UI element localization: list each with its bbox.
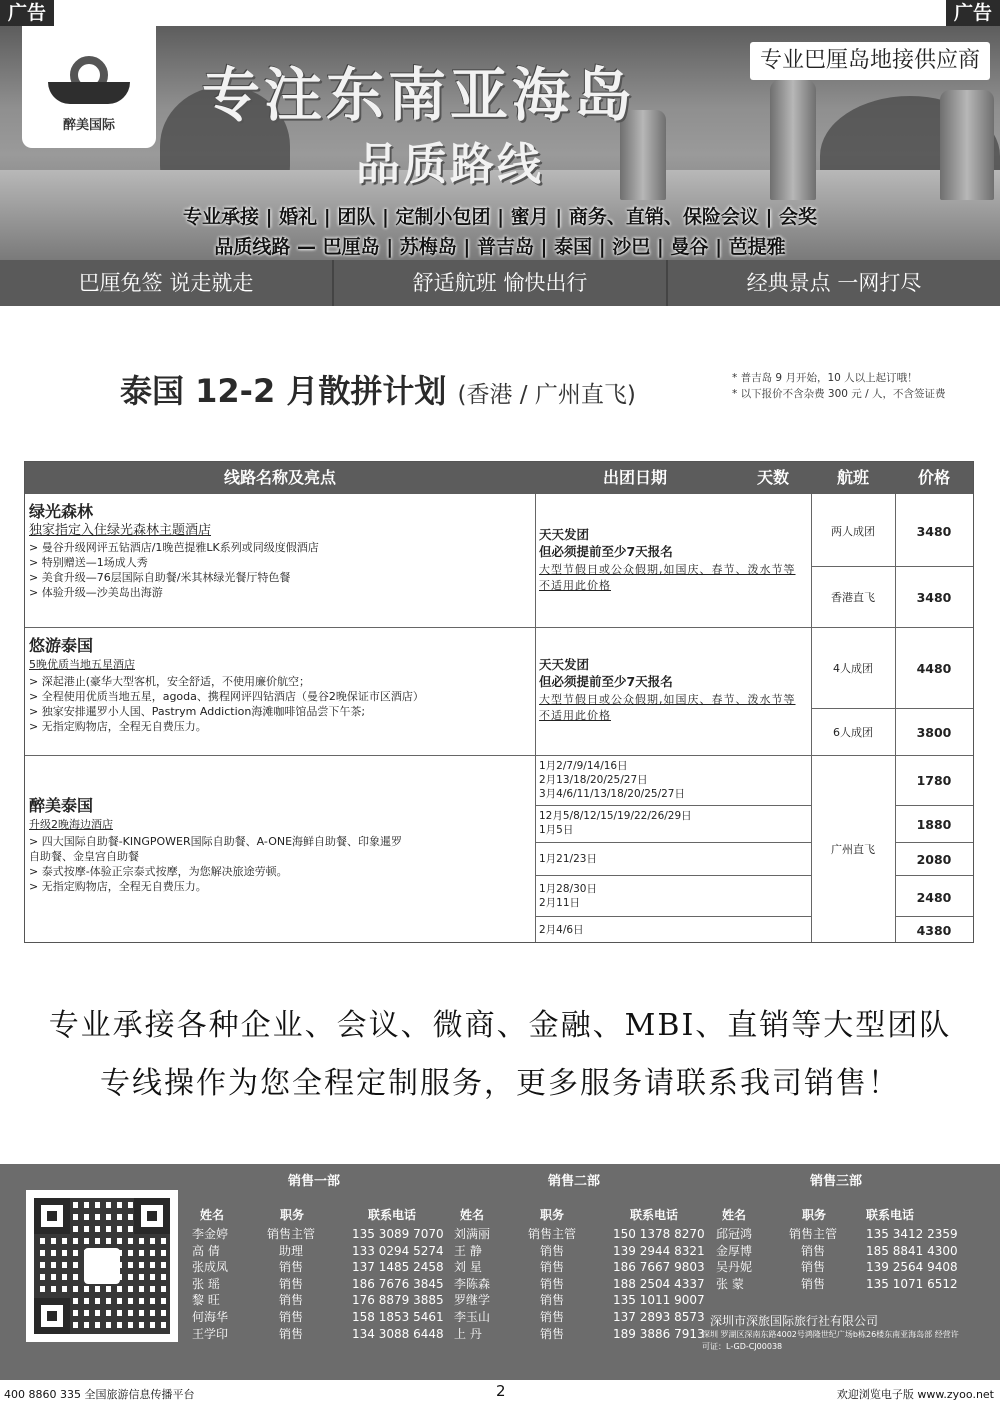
- bottom-bar: [0, 1384, 1000, 1402]
- company-logo: [22, 26, 156, 148]
- staff-name: 王学印: [192, 1326, 229, 1341]
- staff-name: 上 丹: [454, 1326, 482, 1341]
- slogan-item: 巴厘免签 说走就走: [0, 260, 334, 306]
- staff-phone[interactable]: 135 1071 6512: [866, 1276, 958, 1291]
- route-highlight: > 体验升级—沙美岛出海游: [29, 586, 163, 599]
- price: 4480: [916, 661, 952, 676]
- hero-banner: [0, 26, 1000, 260]
- date-group: [539, 882, 809, 910]
- plan-notes: [732, 370, 946, 402]
- company-name: 深圳市深旅国际旅行社有限公司: [710, 1314, 879, 1328]
- staff-phone[interactable]: 188 2504 4337: [613, 1276, 705, 1291]
- staff-phones: [613, 1226, 705, 1342]
- column-header: 联系电话: [866, 1208, 915, 1222]
- header-route: 线路名称及亮点: [25, 462, 535, 494]
- staff-role: 销售: [539, 1260, 564, 1275]
- qr-logo-icon: [84, 1248, 120, 1284]
- grid-line: [25, 627, 973, 628]
- routes-line: 品质线路 — 巴厘岛 | 苏梅岛 | 普吉岛 | 泰国 | 沙巴 | 曼谷 | 芭提雅: [214, 236, 786, 258]
- staff-role: 销售: [278, 1293, 303, 1308]
- department-title: 销售三部: [810, 1174, 863, 1189]
- route-cell: [29, 638, 529, 734]
- column-header: 职务: [540, 1208, 565, 1222]
- supplier-tag: 专业巴厘岛地接供应商: [750, 42, 990, 80]
- staff-phone[interactable]: 134 3088 6448: [352, 1326, 444, 1341]
- staff-phones: [352, 1226, 444, 1342]
- ad-label-right: 广告: [946, 0, 1000, 26]
- header-price: 价格: [895, 462, 973, 494]
- route-highlight: > 曼谷升级网评五钻酒店/1晚芭提雅LK系列或同级度假酒店: [29, 541, 319, 554]
- staff-names: [454, 1226, 490, 1342]
- staff-phone[interactable]: 176 8879 3885: [352, 1293, 444, 1308]
- column-header: 姓名: [722, 1208, 747, 1222]
- column-header: 联系电话: [630, 1208, 679, 1222]
- sales-contact-footer: [0, 1164, 1000, 1380]
- staff-roles: [788, 1226, 838, 1292]
- route-highlight: > 美食升级—76层国际自助餐/米其林绿光餐厅特色餐: [29, 571, 291, 584]
- staff-phone[interactable]: 135 3089 7070: [352, 1227, 444, 1241]
- staff-name: 罗继学: [454, 1293, 491, 1308]
- header-flight: 航班: [811, 462, 895, 494]
- staff-name: 李金婷: [192, 1227, 229, 1241]
- grid-line: [811, 708, 973, 709]
- price: 2080: [916, 852, 952, 867]
- staff-role: 销售主管: [788, 1227, 837, 1241]
- route-cell: [29, 798, 529, 894]
- grid-line: [25, 755, 973, 756]
- plan-title: [120, 366, 636, 412]
- date-line: 1月28/30日: [539, 883, 597, 895]
- staff-name: 李玉山: [454, 1309, 491, 1324]
- price: 3480: [916, 524, 952, 539]
- price: 2480: [916, 890, 952, 905]
- staff-phone[interactable]: 158 1853 5461: [352, 1309, 444, 1324]
- website-link[interactable]: 欢迎浏览电子版 www.zyoo.net: [836, 1388, 994, 1401]
- staff-role: 销售: [278, 1260, 303, 1275]
- grid-line: [895, 805, 973, 806]
- staff-phone[interactable]: 185 8841 4300: [866, 1243, 958, 1258]
- price: 4380: [916, 923, 952, 938]
- depart-main: 天天发团: [539, 657, 590, 672]
- grid-line: [535, 842, 811, 843]
- staff-role: 销售: [800, 1276, 825, 1291]
- staff-phone[interactable]: 186 7676 3845: [352, 1276, 444, 1291]
- staff-phone[interactable]: 186 7667 9803: [613, 1260, 705, 1275]
- pillar-decoration: [770, 80, 816, 200]
- flight-label: 广州直飞: [831, 843, 875, 856]
- staff-name: 金厚博: [716, 1243, 753, 1258]
- depart-cell: [539, 656, 801, 724]
- staff-role: 销售: [800, 1243, 825, 1258]
- grid-line: [811, 566, 973, 567]
- depart-main: 但必须提前至少7天报名: [539, 544, 673, 559]
- route-subtitle: 升级2晚海边酒店: [29, 818, 113, 831]
- staff-phone[interactable]: 150 1378 8270: [613, 1227, 705, 1241]
- column-header: 职务: [280, 1208, 305, 1222]
- grid-line: [895, 842, 973, 843]
- date-line: 2月11日: [539, 897, 581, 909]
- staff-name: 何海华: [192, 1309, 229, 1324]
- depart-main: 但必须提前至少7天报名: [539, 674, 673, 689]
- route-highlight: > 特别赠送—1场成人秀: [29, 556, 148, 569]
- staff-role: 销售: [539, 1293, 564, 1308]
- staff-role: 销售: [539, 1276, 564, 1291]
- option-label: 香港直飞: [831, 591, 875, 604]
- depart-main: 天天发团: [539, 527, 590, 542]
- staff-name: 李陈森: [454, 1276, 491, 1291]
- plan-note: * 以下报价不含杂费 300 元 / 人，不含签证费: [732, 388, 946, 400]
- route-highlight: > 泰式按摩-体验正宗泰式按摩，为您解决旅途劳顿。: [29, 865, 288, 878]
- banner-headline: 专注东南亚海岛: [202, 61, 637, 129]
- staff-phone[interactable]: 139 2564 9408: [866, 1260, 958, 1275]
- route-name: 悠游泰国: [29, 636, 94, 655]
- option-label: 4人成团: [833, 662, 873, 675]
- route-name: 绿光森林: [29, 502, 94, 521]
- slogan-item: 舒适航班 愉快出行: [334, 260, 668, 306]
- price: 3480: [916, 590, 952, 605]
- tour-price-table: [24, 461, 974, 943]
- staff-name: 王 静: [454, 1243, 482, 1258]
- staff-phone[interactable]: 137 1485 2458: [352, 1260, 444, 1275]
- grid-line: [535, 805, 811, 806]
- grid-line: [535, 875, 811, 876]
- date-line: 1月2/7/9/14/16日: [539, 760, 628, 772]
- logo-text: 醉美国际: [62, 118, 115, 133]
- staff-roles: [527, 1226, 577, 1342]
- staff-role: 销售: [278, 1309, 303, 1324]
- route-highlight: 自助餐、金皇宫自助餐: [29, 850, 139, 863]
- date-group: [539, 809, 809, 837]
- staff-phone[interactable]: 137 2893 8573: [613, 1309, 705, 1324]
- staff-name: 吴丹妮: [716, 1260, 753, 1275]
- grid-line: [895, 916, 973, 917]
- banner-subhead: 品质路线: [356, 139, 544, 190]
- depart-note: 大型节假日或公众假期,如国庆、春节、泼水节等不适用此价格: [539, 693, 796, 722]
- page-number: 2: [496, 1382, 506, 1400]
- header-date: 出团日期: [535, 462, 735, 494]
- route-highlight: > 无指定购物店，全程无自费压力。: [29, 880, 207, 893]
- company-address: 深圳 罗湖区深南东路4002号鸿隆世纪广场b栋26楼东南亚海岛部 经营许可证：L-GD-CJ00038: [702, 1330, 959, 1351]
- option-label: 6人成团: [833, 726, 873, 739]
- ad-label-left: 广告: [0, 0, 54, 26]
- promo-line-1: 专业承接各种企业、会议、微商、金融、MBI、直销等大型团队: [48, 1008, 952, 1043]
- hotline-text: 400 8860 335 全国旅游信息传播平台: [4, 1388, 195, 1401]
- route-cell: [29, 504, 529, 600]
- staff-role: 销售: [539, 1309, 564, 1324]
- staff-role: 销售: [278, 1276, 303, 1291]
- column-header: 姓名: [460, 1208, 485, 1222]
- route-subtitle: 独家指定入住绿光森林主题酒店: [29, 523, 212, 538]
- staff-role: 销售: [539, 1326, 564, 1341]
- department-title: 销售一部: [288, 1174, 341, 1189]
- staff-name: 刘 星: [454, 1260, 482, 1275]
- date-line: 2月4/6日: [539, 924, 584, 936]
- plan-note: * 普吉岛 9 月开始，10 人以上起订哦！: [732, 372, 918, 384]
- slogan-item: 经典景点 一网打尽: [746, 271, 922, 295]
- grid-line: [895, 875, 973, 876]
- staff-name: 高 倩: [192, 1243, 220, 1258]
- date-group: [539, 852, 809, 866]
- department-title: 销售二部: [548, 1174, 601, 1189]
- column-header: 联系电话: [368, 1208, 417, 1222]
- sun-wave-logo-icon: [44, 36, 134, 108]
- route-highlight: > 深起港止(豪华大型客机，安全舒适，不使用廉价航空；: [29, 675, 311, 688]
- grid-line: [535, 916, 811, 917]
- route-highlight: > 全程使用优质当地五星，agoda、携程网评四钻酒店（曼谷2晚保证市区酒店）: [29, 690, 424, 703]
- option-label: 两人成团: [831, 525, 875, 538]
- route-highlight: > 无指定购物店，全程无自费压力。: [29, 720, 207, 733]
- services-line: 专业承接 | 婚礼 | 团队 | 定制小包团 | 蜜月 | 商务、直销、保险会议 | 会奖: [182, 206, 817, 228]
- staff-phone[interactable]: 135 3412 2359: [866, 1227, 958, 1241]
- staff-role: 销售主管: [266, 1227, 315, 1241]
- staff-name: 黎 旺: [192, 1293, 220, 1308]
- depart-note: 大型节假日或公众假期,如国庆、春节、泼水节等不适用此价格: [539, 563, 796, 592]
- staff-roles: [266, 1226, 316, 1342]
- column-header: 职务: [802, 1208, 827, 1222]
- staff-names: [192, 1226, 228, 1342]
- staff-phone[interactable]: 135 1011 9007: [613, 1293, 705, 1308]
- route-subtitle: 5晚优质当地五星酒店: [29, 658, 135, 671]
- staff-phones: [866, 1226, 958, 1292]
- staff-name: 张 蒙: [716, 1276, 744, 1291]
- route-highlight: > 四大国际自助餐-KINGPOWER国际自助餐、A-ONE海鲜自助餐、印象暹罗: [29, 835, 403, 848]
- staff-role: 销售主管: [527, 1227, 576, 1241]
- date-line: 3月4/6/11/13/18/20/25/27日: [539, 788, 685, 800]
- staff-name: 张成凤: [192, 1260, 229, 1275]
- qr-code-pattern-icon: [34, 1198, 170, 1334]
- plan-title-text: 泰国 12-2 月散拼计划: [120, 372, 447, 410]
- price: 1880: [916, 817, 952, 832]
- date-group: [539, 923, 809, 937]
- price: 1780: [916, 773, 952, 788]
- staff-role: 助理: [278, 1243, 303, 1258]
- staff-phone[interactable]: 139 2944 8321: [613, 1243, 705, 1258]
- date-line: 12月5/8/12/15/19/22/26/29日: [539, 810, 692, 822]
- column-header: 姓名: [200, 1208, 225, 1222]
- staff-role: 销售: [278, 1326, 303, 1341]
- date-line: 2月13/18/20/25/27日: [539, 774, 648, 786]
- staff-phone[interactable]: 133 0294 5274: [352, 1243, 444, 1258]
- date-group: [539, 759, 809, 801]
- staff-role: 销售: [539, 1243, 564, 1258]
- staff-name: 张 瑶: [192, 1276, 220, 1291]
- staff-name: 刘满丽: [454, 1227, 491, 1241]
- staff-phone[interactable]: 189 3886 7913: [613, 1326, 705, 1341]
- slogan-bar: [0, 260, 1000, 306]
- qr-code[interactable]: [26, 1190, 178, 1342]
- depart-cell: [539, 526, 801, 594]
- route-name: 醉美泰国: [29, 796, 94, 815]
- date-line: 1月21/23日: [539, 853, 597, 865]
- date-line: 1月5日: [539, 824, 574, 836]
- staff-name: 邱冠鸿: [716, 1227, 753, 1241]
- grid-line: [811, 494, 812, 942]
- plan-subtitle: (香港 / 广州直飞): [457, 382, 636, 408]
- staff-names: [716, 1226, 752, 1292]
- promo-line-2: 专线操作为您全程定制服务，更多服务请联系我司销售！: [100, 1066, 900, 1101]
- header-days: 天数: [735, 462, 811, 494]
- price: 3800: [916, 725, 952, 740]
- staff-role: 销售: [800, 1260, 825, 1275]
- pillar-decoration: [940, 90, 994, 200]
- route-highlight: > 独家安排暹罗小人国、Pastrym Addiction海滩咖啡馆品尝下午茶;: [29, 705, 366, 718]
